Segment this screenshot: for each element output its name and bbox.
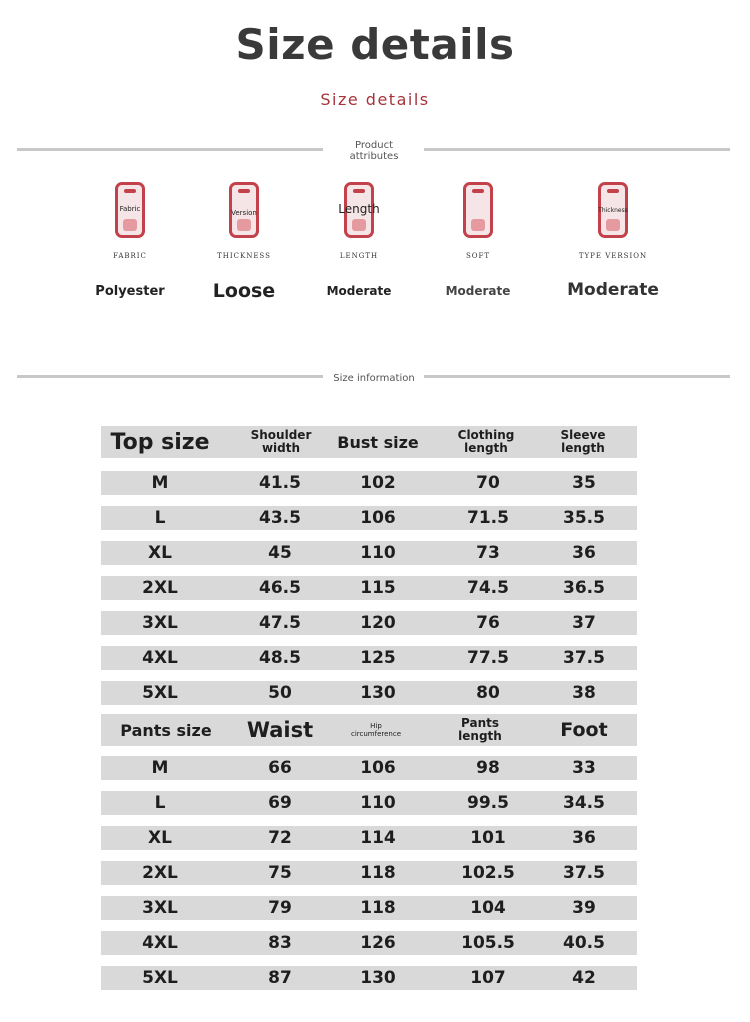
table-cell: M	[151, 757, 169, 778]
table-row	[101, 576, 637, 600]
table-cell: 38	[572, 682, 596, 703]
header-cell: Shoulder width	[250, 428, 312, 455]
header-cell: Bust size	[337, 432, 419, 452]
table-cell: 48.5	[259, 647, 301, 668]
table-cell: 3XL	[142, 612, 178, 633]
table-cell: 40.5	[563, 932, 605, 953]
table-cell: 83	[268, 932, 292, 953]
table-cell: 5XL	[142, 967, 178, 988]
header-cell: Sleeve length	[560, 428, 606, 455]
table-cell: 45	[268, 542, 292, 563]
table-cell: 39	[572, 897, 596, 918]
icon-text: Version	[231, 209, 257, 217]
attribute-value: Moderate	[567, 280, 659, 300]
table-cell: 106	[360, 507, 396, 528]
table-cell: M	[151, 472, 169, 493]
tag-icon	[229, 182, 259, 238]
table-cell: 36	[572, 827, 596, 848]
table-cell: 73	[476, 542, 500, 563]
divider-left	[17, 375, 323, 378]
divider-right	[424, 148, 730, 151]
table-cell: L	[154, 792, 166, 813]
tag-icon	[115, 182, 145, 238]
table-cell: 87	[268, 967, 292, 988]
table-cell: 34.5	[563, 792, 605, 813]
divider-left	[17, 148, 323, 151]
table-cell: 35	[572, 472, 596, 493]
tag-icon	[598, 182, 628, 238]
table-cell: 115	[360, 577, 396, 598]
table-cell: 107	[470, 967, 506, 988]
table-cell: 36.5	[563, 577, 605, 598]
pants-table-header	[101, 714, 637, 746]
table-cell: 77.5	[467, 647, 509, 668]
table-cell: 3XL	[142, 897, 178, 918]
table-row	[101, 896, 637, 920]
table-cell: 105.5	[461, 932, 515, 953]
table-cell: 130	[360, 682, 396, 703]
table-cell: 2XL	[142, 862, 178, 883]
attribute-label: FABRIC	[113, 252, 147, 260]
attribute-label: TYPE VERSION	[578, 252, 648, 260]
table-cell: 46.5	[259, 577, 301, 598]
table-cell: 125	[360, 647, 396, 668]
header-cell: Foot	[560, 718, 608, 741]
top-table-header	[101, 426, 637, 458]
table-cell: 33	[572, 757, 596, 778]
attribute-type-version	[563, 182, 663, 300]
table-cell: L	[154, 507, 166, 528]
table-cell: 118	[360, 897, 396, 918]
table-row	[101, 611, 637, 635]
table-cell: 72	[268, 827, 292, 848]
section-label-size-information: Size information	[333, 373, 415, 384]
table-row	[101, 681, 637, 705]
tag-icon	[463, 182, 493, 238]
table-cell: 47.5	[259, 612, 301, 633]
attribute-label: SOFT	[465, 252, 491, 260]
attribute-value: Loose	[212, 280, 276, 302]
table-cell: 35.5	[563, 507, 605, 528]
attribute-fabric	[80, 182, 180, 299]
table-cell: 102.5	[461, 862, 515, 883]
table-cell: 130	[360, 967, 396, 988]
table-cell: 37.5	[563, 862, 605, 883]
table-cell: 98	[476, 757, 500, 778]
table-row	[101, 756, 637, 780]
table-cell: 79	[268, 897, 292, 918]
table-cell: 74.5	[467, 577, 509, 598]
table-cell: 114	[360, 827, 396, 848]
table-row	[101, 791, 637, 815]
table-cell: 43.5	[259, 507, 301, 528]
page-subtitle: Size details	[320, 90, 430, 109]
table-cell: 4XL	[142, 932, 178, 953]
table-row	[101, 966, 637, 990]
table-row	[101, 931, 637, 955]
table-row	[101, 826, 637, 850]
table-cell: 37.5	[563, 647, 605, 668]
divider-right	[424, 375, 730, 378]
table-cell: 118	[360, 862, 396, 883]
table-cell: 104	[470, 897, 506, 918]
table-cell: 36	[572, 542, 596, 563]
table-cell: 126	[360, 932, 396, 953]
icon-text: Thickness	[598, 207, 628, 214]
table-cell: 41.5	[259, 472, 301, 493]
table-cell: 76	[476, 612, 500, 633]
table-cell: 66	[268, 757, 292, 778]
table-row	[101, 861, 637, 885]
header-cell: Waist	[246, 717, 314, 742]
attribute-label: LENGTH	[339, 252, 379, 260]
table-cell: 42	[572, 967, 596, 988]
table-cell: 106	[360, 757, 396, 778]
table-cell: 2XL	[142, 577, 178, 598]
header-cell: Hip circumference	[351, 722, 402, 738]
table-cell: 99.5	[467, 792, 509, 813]
table-cell: 4XL	[142, 647, 178, 668]
table-cell: XL	[148, 542, 172, 563]
attribute-value: Polyester	[95, 284, 165, 299]
table-cell: 110	[360, 542, 396, 563]
table-row	[101, 506, 637, 530]
tag-icon	[338, 182, 380, 238]
table-cell: 101	[470, 827, 506, 848]
attribute-length	[309, 182, 409, 298]
table-row	[101, 541, 637, 565]
page-title: Size details	[235, 20, 515, 69]
table-cell: 69	[268, 792, 292, 813]
table-cell: 50	[268, 682, 292, 703]
table-row	[101, 646, 637, 670]
attribute-soft	[428, 182, 528, 298]
table-cell: 80	[476, 682, 500, 703]
table-cell: 110	[360, 792, 396, 813]
header-cell: Pants size	[120, 720, 212, 740]
table-cell: 5XL	[142, 682, 178, 703]
table-cell: 102	[360, 472, 396, 493]
header-cell: Pants length	[458, 716, 502, 743]
attribute-value: Moderate	[445, 284, 511, 298]
section-label-product-attributes: Product attributes	[349, 140, 399, 162]
header-cell: Clothing length	[457, 428, 515, 455]
table-cell: XL	[148, 827, 172, 848]
icon-text: Length	[338, 202, 380, 216]
attribute-thickness	[194, 182, 294, 302]
table-row	[101, 471, 637, 495]
icon-text: Fabric	[119, 205, 141, 213]
table-cell: 75	[268, 862, 292, 883]
table-cell: 71.5	[467, 507, 509, 528]
header-cell: Top size	[110, 429, 210, 455]
attribute-label: THICKNESS	[217, 252, 271, 260]
table-cell: 120	[360, 612, 396, 633]
table-cell: 70	[476, 472, 500, 493]
attribute-value: Moderate	[326, 284, 392, 298]
table-cell: 37	[572, 612, 596, 633]
